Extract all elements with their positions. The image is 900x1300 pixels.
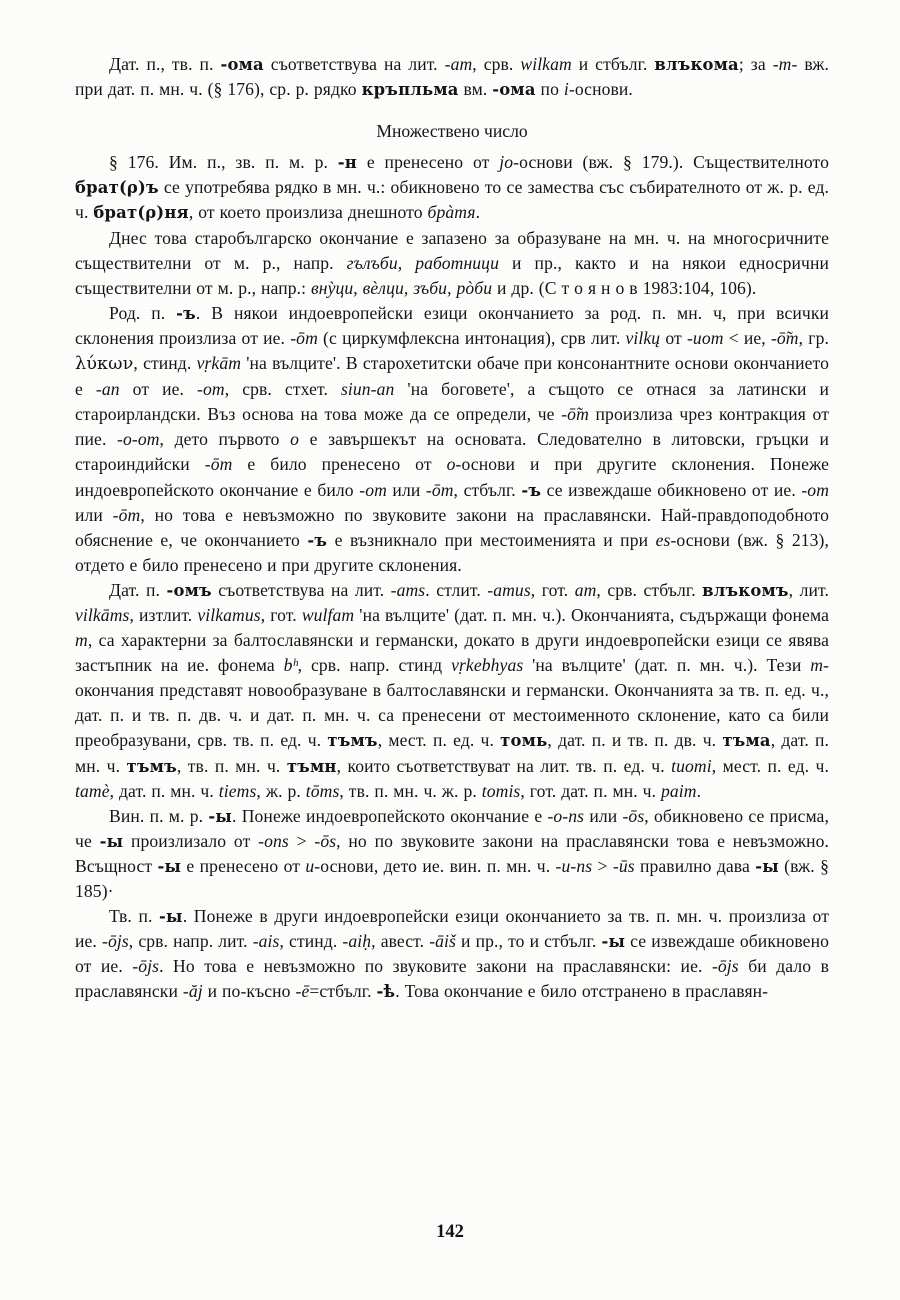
text-run-i: -om <box>359 479 387 500</box>
text-run-ocs: -ома <box>492 80 536 100</box>
text-run-i: гълъби, работници <box>346 252 499 273</box>
text-run-i: wilkam <box>520 54 572 74</box>
text-run-ocs: тъма <box>722 731 771 751</box>
text-run-ocs: брат(ρ)ъ <box>75 178 159 198</box>
text-run-i: -ōm <box>425 479 454 500</box>
text-run-i: -am <box>444 54 473 74</box>
text-run-ocs: тъмъ <box>126 756 177 776</box>
text-run-ocs: -ома <box>220 55 264 74</box>
text-run-i: u <box>305 855 315 876</box>
text-run-i: tōms <box>305 780 340 801</box>
text-run-ocs: -ы <box>601 932 626 952</box>
text-run-ocs: -ъ <box>307 530 328 550</box>
text-run-ocs: -омъ <box>166 580 212 600</box>
text-run-i: внỳци, вèлци, зъби, рòби <box>311 277 493 298</box>
text-run-i: o <box>290 429 300 450</box>
text-run-ocs: томь <box>500 731 548 751</box>
text-run-i: i <box>563 79 569 100</box>
text-run-ocs: -ъ <box>521 480 542 500</box>
text-run-i: -amus <box>487 579 531 600</box>
text-run-i: tomis <box>481 780 521 801</box>
text-run-ocs: влъкомъ <box>702 580 789 600</box>
text-run-i: -uom <box>686 327 724 348</box>
text-run-i: -ō̃m <box>770 327 799 348</box>
text-run-ocs: -ы <box>208 806 233 826</box>
text-run-i: -ōs <box>622 805 645 826</box>
text-run-ocs: тъмъ <box>327 731 378 751</box>
text-run-i: -m- <box>772 54 798 74</box>
text-run-i: m <box>75 630 88 651</box>
text-run-i: bʰ <box>283 655 298 676</box>
text-run-i: am <box>574 579 597 600</box>
text-run-ocs: тъмн <box>286 756 337 776</box>
paragraph-dative-plural: Дат. п. -омъ съответствува на лит. -ams. стлит. -amus, гот. am, срв. стбълг. влъкомъ, лит. vilkāms, изтлит. vilkamus, гот. wulfam 'на вълците' (дат. п. мн. ч.). Окончанията, съдържащи фонема m, са характерни за балтославянски и германски, докато в други индоевропейски езици се явява застъпник на ие. фонема bʰ, срв. напр. стинд vṛkebhyas 'на вълците' (дат. п. мн. ч.). Тези m-окончания представят новообразуване в балтославянски и германски. Окончанията за тв. п. ед. ч., дат. п. и тв. п. дв. ч. и дат. п. мн. ч. са пренесени от местоименното склонение, като са били преобразувани, срв. тв. п. ед. ч. тъмъ, мест. п. ед. ч. томь, дат. п. и тв. п. дв. ч. тъма, дат. п. мн. ч. тъмъ, тв. п. мн. ч. тъмн, които съответствуват на лит. тв. п. ед. ч. tuomi, мест. п. ед. ч. tamè, дат. п. мн. ч. tiems, ж. р. tōms, тв. п. мн. ч. ж. р. tomis, гот. дат. п. мн. ч. paim. <box>75 579 830 801</box>
text-run-i: o <box>446 454 456 475</box>
text-run-i: es <box>655 529 671 550</box>
text-run-i: vilkāms <box>75 604 130 625</box>
text-run-ocs: -ы <box>99 831 124 851</box>
text-run-ocs: -ѣ <box>376 982 396 1002</box>
text-run-i: -ūs <box>612 855 635 876</box>
text-run-i: -an <box>95 379 120 400</box>
paragraph-instrumental-plural: Тв. п. -ы. Понеже в други индоевропейски езици окончанието за тв. п. мн. ч. произлиза от ие. -ōjs, срв. напр. лит. -ais, стинд. -aiḥ, авест. -āiš и пр., то и стбълг. -ы се извеждаше обикновено от ие. -ōjs. Но това е невъзможно по звуковите закони на праславянски: ие. -ōjs би дало в праславянски -ăj и по-късно -ē=стбълг. -ѣ. Това окончание е било отстранено в праславян- <box>75 906 829 1002</box>
text-run-i: siun-an <box>340 379 395 400</box>
text-run-i: -ē <box>295 981 310 1002</box>
text-run-ocs: влъкома <box>654 55 739 74</box>
text-run-i: -ōm <box>204 454 233 475</box>
text-run-ocs: -н <box>337 153 357 173</box>
text-run-i: -ōm <box>112 504 141 525</box>
text-run-i: -ams <box>390 579 426 600</box>
text-run-ocs: -ы <box>157 856 182 876</box>
paragraph-dative-instrumental: Дат. п., тв. п. -ома съответствува на лит. -am, срв. wilkam и стбълг. влъкома; за -m- вж. при дат. п. мн. ч. (§ 176), ср. р. рядко кръпльма вм. -ома по i-основи. <box>75 54 830 100</box>
text-run-ocs: -ъ <box>176 303 196 323</box>
text-run-ocs: -ы <box>755 856 779 876</box>
paragraph-accusative-masculine: Вин. п. м. р. -ы. Понеже индоевропейското окончание е -o-ns или -ōs, обикновено се присма, че -ы произлизало от -ons > -ōs, но по звуковите закони на праславянски това е невъзможно. Всъщност -ы е пренесено от u-основи, дето ие. вин. п. мн. ч. -u-ns > -ūs правилно дава -ы (вж. § 185)· <box>75 805 830 901</box>
text-run-i: m <box>810 655 824 676</box>
text-run-i: -u-ns <box>555 855 593 876</box>
text-run-ocs: -ы <box>159 907 183 927</box>
paragraph-modern-bulgarian-plural: Днес това старобългарско окончание е запазено за образуване на мн. ч. на многосричните съществителни от м. р., напр. гълъби, работници и пр., както и на някои едносрични съществителни от м. р., напр.: внỳци, вèлци, зъби, рòби и др. (С т о я н о в 1983:104, 106). <box>75 227 829 298</box>
text-run-i: -ōjs <box>132 956 160 977</box>
text-run-i: tamè <box>75 780 110 801</box>
text-run-i: wulfam <box>301 604 355 625</box>
text-run-i: vṛkām <box>196 353 242 374</box>
text-run-i: paim <box>660 780 697 801</box>
paragraph-genitive-plural: Род. п. -ъ. В някои индоевропейски езици окончанието за род. п. мн. ч, при всички склонения произлиза от ие. -ōm (с циркумфлексна интонация), срв лит. vilkų от -uom < ие, -ō̃m, гр. λύκων, стинд. vṛkām 'на вълците'. В старохетитски обаче при консонантните основи окончанието е -an от ие. -om, срв. стхет. siun-an 'на боговете', а същото се отнася за латински и староирландски. Въз основа на това може да се определи, че -ō̃m произлиза чрез контракция от пие. -o-om, дето първото o е завършекът на основата. Следователно в литовски, гръцки и староиндийски -ōm е било пренесено от o-основи и при другите склонения. Понеже индоевропейското окончание е било -om или -ōm, стбълг. -ъ се извеждаше обикновено от ие. -om или -ōm, но това е невъзможно по звуковите закони на праславянски. Най-правдоподобното обяснение е, че окончанието -ъ е възникнало при местоименията и при es-основи (вж. § 213), отдето е било пренесено и при другите склонения. <box>75 302 830 575</box>
text-run-i: -aiḥ <box>342 931 372 952</box>
text-run-i: -ōs <box>314 830 337 851</box>
section-heading: Множествено число <box>376 121 528 142</box>
text-run-i: -ais <box>252 931 280 952</box>
page-number: 142 <box>436 1222 464 1242</box>
text-run-i: tiems <box>218 780 257 801</box>
text-run-i: -o-ns <box>547 805 585 826</box>
text-run-gr: λύκων <box>75 354 134 375</box>
text-run-i: -āiš <box>429 931 456 952</box>
text-run-i: брàтя <box>427 202 476 223</box>
text-run-i: -ons <box>258 830 289 851</box>
text-run-i: vṛkebhyas <box>451 655 524 676</box>
page-body <box>75 52 829 1004</box>
text-run-i: -o-om <box>117 429 160 450</box>
text-run-i: -om <box>197 379 225 400</box>
text-run-i: -ōjs <box>711 956 739 977</box>
text-run-i: -ōm <box>290 327 318 348</box>
text-run-i: vilkų <box>625 327 661 348</box>
text-run-ocs: брат(ρ)ня <box>93 203 189 223</box>
text-run-i: -ăj <box>182 981 203 1002</box>
text-run-i: -om <box>801 479 830 500</box>
text-run-i: -ōjs <box>101 931 129 952</box>
text-run-i: tuomi <box>671 755 712 776</box>
paragraph-section-176: § 176. Им. п., зв. п. м. р. -н е пренесено от jo-основи (вж. § 179.). Съществителното брат(ρ)ъ се употребява рядко в мн. ч.: обикновено то се замества със събирателното от ж. р. ед. ч. брат(ρ)ня, от което произлиза днешното брàтя. <box>75 152 830 223</box>
text-run-i: vilkamus <box>197 604 261 625</box>
text-run-ocs: кръпльма <box>361 80 459 100</box>
text-run-i: -ō̃m <box>561 404 589 425</box>
text-run-i: jo <box>499 152 514 173</box>
